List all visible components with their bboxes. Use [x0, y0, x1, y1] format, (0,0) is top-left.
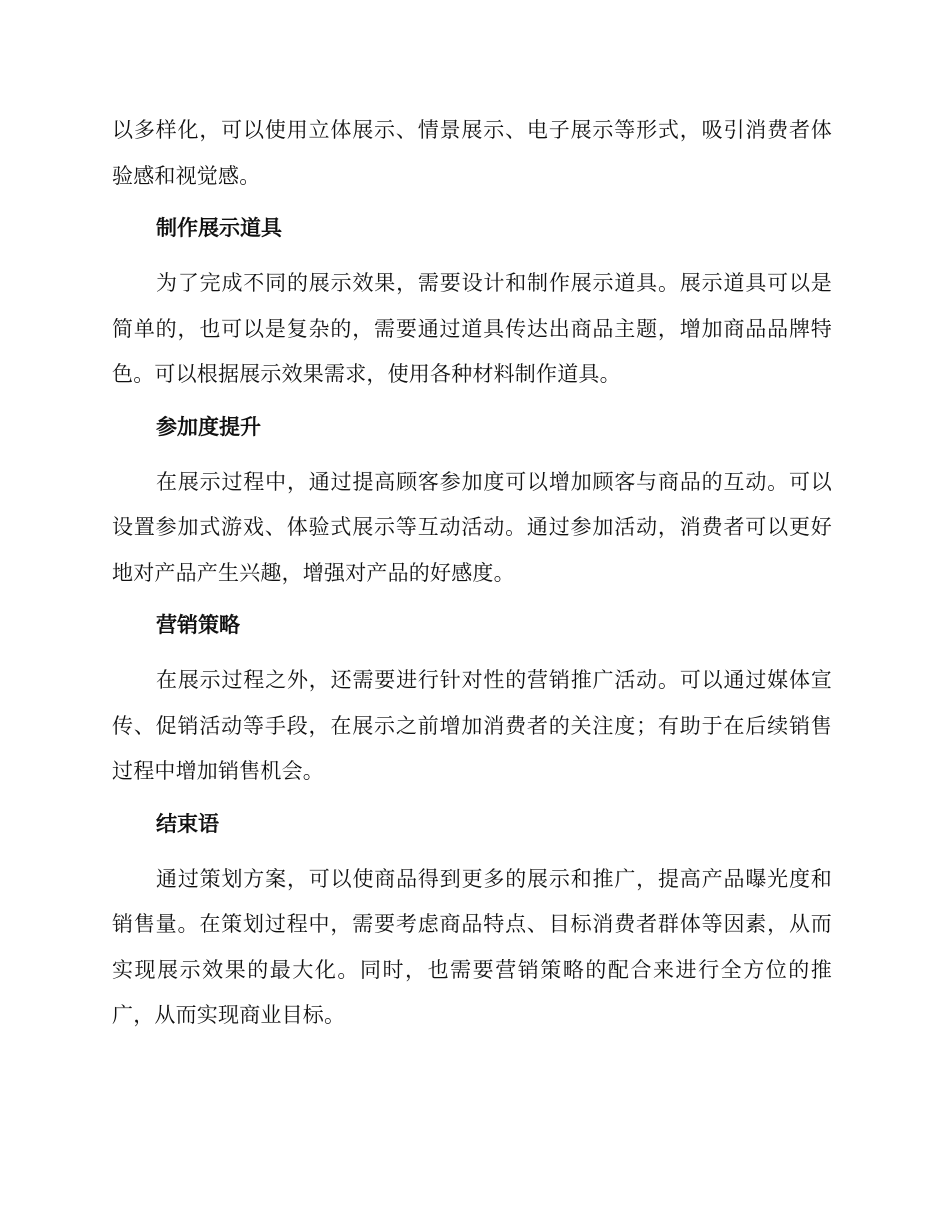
intro-continuation-paragraph: 以多样化，可以使用立体展示、情景展示、电子展示等形式，吸引消费者体验感和视觉感。: [112, 118, 832, 188]
section-body-display-props: 为了完成不同的展示效果，需要设计和制作展示道具。展示道具可以是简单的，也可以是复杂的，需要通过道具传达出商品主题，增加商品品牌特色。可以根据展示效果需求，使用各种材料制作道具。: [112, 271, 832, 386]
section-heading-conclusion: 结束语: [156, 811, 219, 836]
section-heading-marketing: 营销策略: [156, 613, 240, 637]
section-heading-participation: 参加度提升: [156, 414, 261, 439]
section-heading-display-props: 制作展示道具: [156, 216, 282, 240]
section-body-conclusion: 通过策划方案，可以使商品得到更多的展示和推广，提高产品曝光度和销售量。在策划过程中，需要考虑商品特点、目标消费者群体等因素，从而实现展示效果的最大化。同时，也需要营销策略的配合来进行全方位的推广，从而实现商业目标。: [112, 866, 832, 1027]
document-content: [112, 108, 832, 1039]
section-body-participation: 在展示过程中，通过提高顾客参加度可以增加顾客与商品的互动。可以设置参加式游戏、体验式展示等互动活动。通过参加活动，消费者可以更好地对产品产生兴趣，增强对产品的好感度。: [112, 469, 832, 585]
section-body-marketing: 在展示过程之外，还需要进行针对性的营销推广活动。可以通过媒体宣传、促销活动等手段，在展示之前增加消费者的关注度；有助于在后续销售过程中增加销售机会。: [112, 668, 832, 783]
